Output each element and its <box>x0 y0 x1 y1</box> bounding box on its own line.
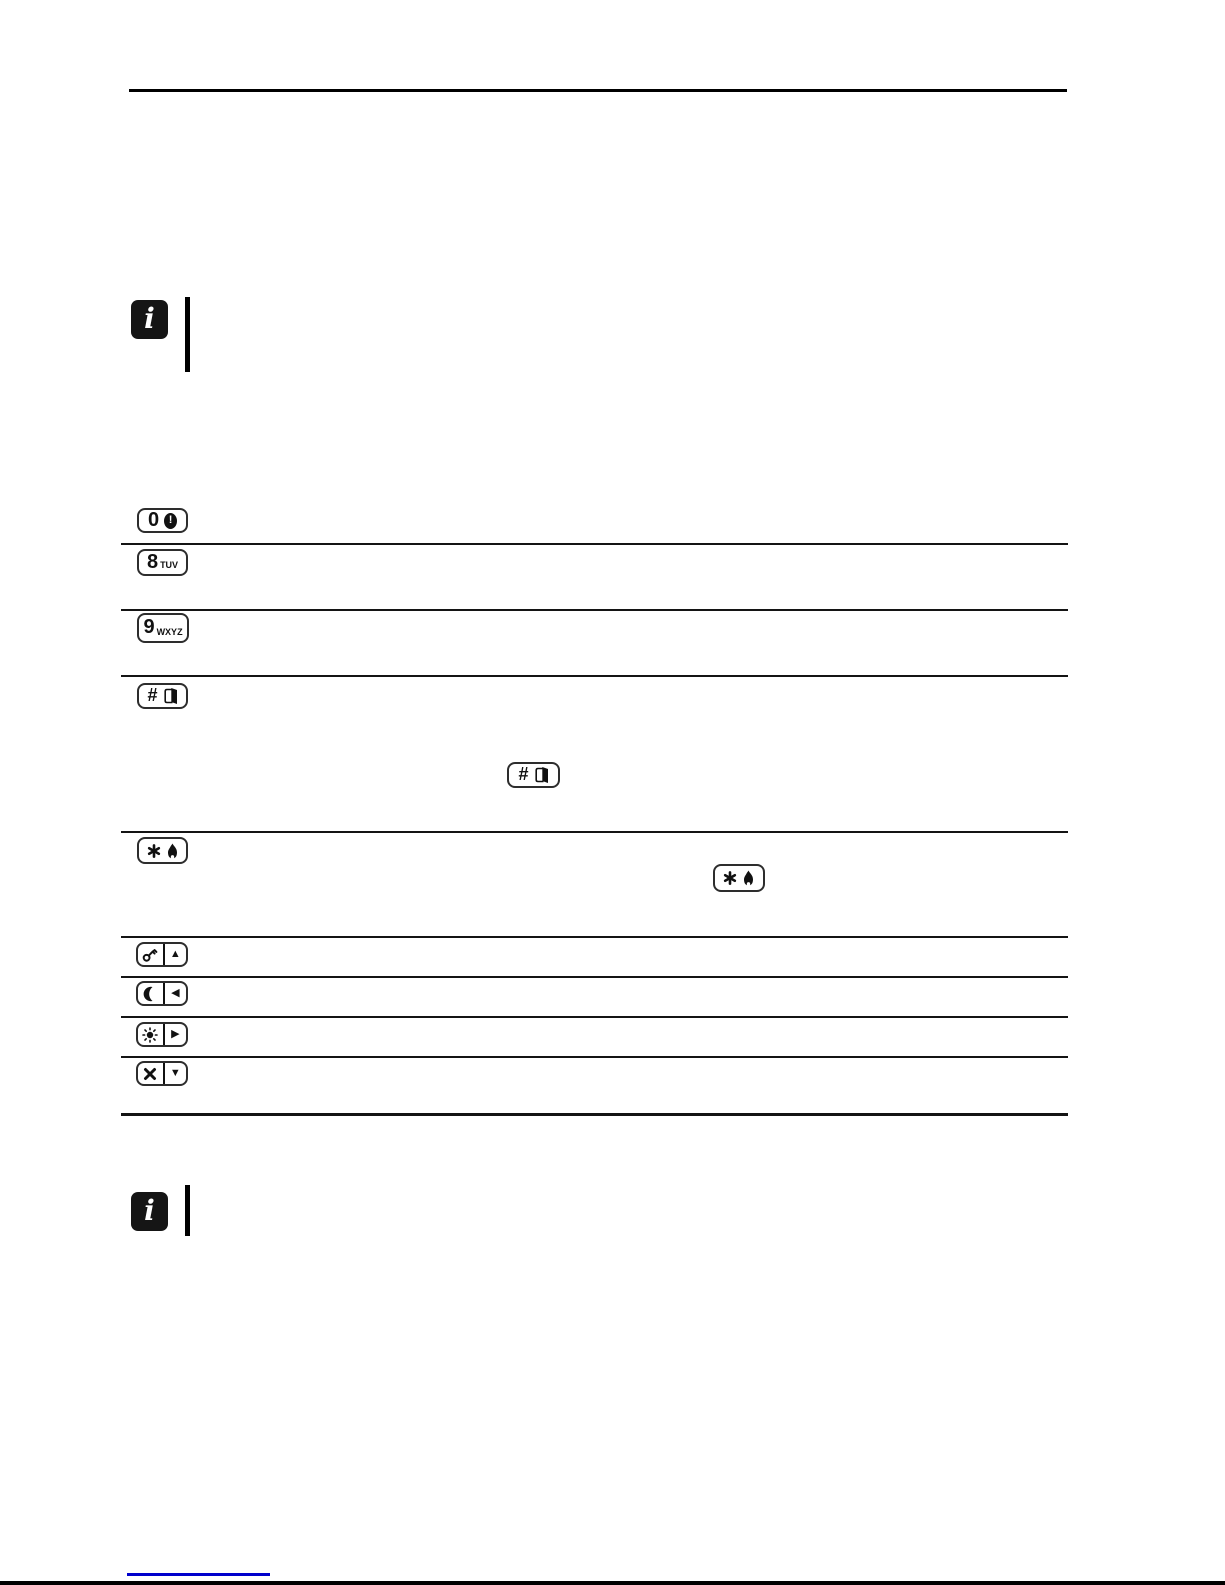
page-break-bar <box>0 1581 1225 1585</box>
table-row-divider <box>121 543 1068 545</box>
note-side-bar <box>185 297 190 372</box>
key-hash <box>137 683 188 709</box>
table-row-divider <box>121 936 1068 938</box>
key-hash-label: # <box>147 685 158 705</box>
key-9-label: 9 <box>143 616 155 638</box>
asterisk-icon <box>147 844 161 858</box>
key-8-letters: TUV <box>160 560 179 570</box>
info-icon-glyph: i <box>144 301 155 335</box>
door-icon <box>534 766 549 784</box>
flame-icon <box>742 870 755 886</box>
table-bottom-border <box>121 1113 1068 1116</box>
alert-badge-icon: ! <box>164 513 177 529</box>
key-icon <box>138 944 163 965</box>
arrow-left-icon: ◀ <box>171 987 180 999</box>
key-arm <box>136 942 188 967</box>
key-8 <box>137 549 188 576</box>
key-star <box>137 837 188 864</box>
door-icon <box>163 687 178 705</box>
arrow-right-icon: ▶ <box>171 1028 180 1040</box>
arrow-up-icon: ▲ <box>169 948 181 960</box>
table-row-divider <box>121 1016 1068 1018</box>
sun-icon <box>138 1024 163 1045</box>
note-side-bar <box>185 1185 190 1236</box>
table-row-divider <box>121 976 1068 978</box>
key-9 <box>137 613 189 643</box>
asterisk-icon <box>723 871 737 885</box>
moon-icon <box>138 983 163 1004</box>
arrow-down-icon: ▼ <box>169 1067 181 1079</box>
info-icon <box>131 1192 168 1231</box>
flame-icon <box>166 843 179 859</box>
table-row-divider <box>121 831 1068 833</box>
key-star-inline <box>713 864 765 892</box>
footnote-link-underline[interactable] <box>127 1573 270 1576</box>
key-0-label: 0 <box>147 508 160 531</box>
table-row-divider <box>121 609 1068 611</box>
table-row-divider <box>121 675 1068 677</box>
key-cancel <box>136 1061 188 1086</box>
key-8-label: 8 <box>146 550 159 573</box>
key-night <box>136 981 188 1006</box>
key-day <box>136 1022 188 1047</box>
key-hash-inline-label: # <box>518 764 529 784</box>
info-icon-glyph: i <box>144 1193 155 1227</box>
info-icon <box>131 300 168 339</box>
cross-icon <box>138 1063 163 1084</box>
header-rule <box>129 89 1067 92</box>
key-0 <box>137 508 188 533</box>
key-9-letters: WXYZ <box>156 627 183 637</box>
key-hash-inline <box>507 762 560 788</box>
table-row-divider <box>121 1056 1068 1058</box>
